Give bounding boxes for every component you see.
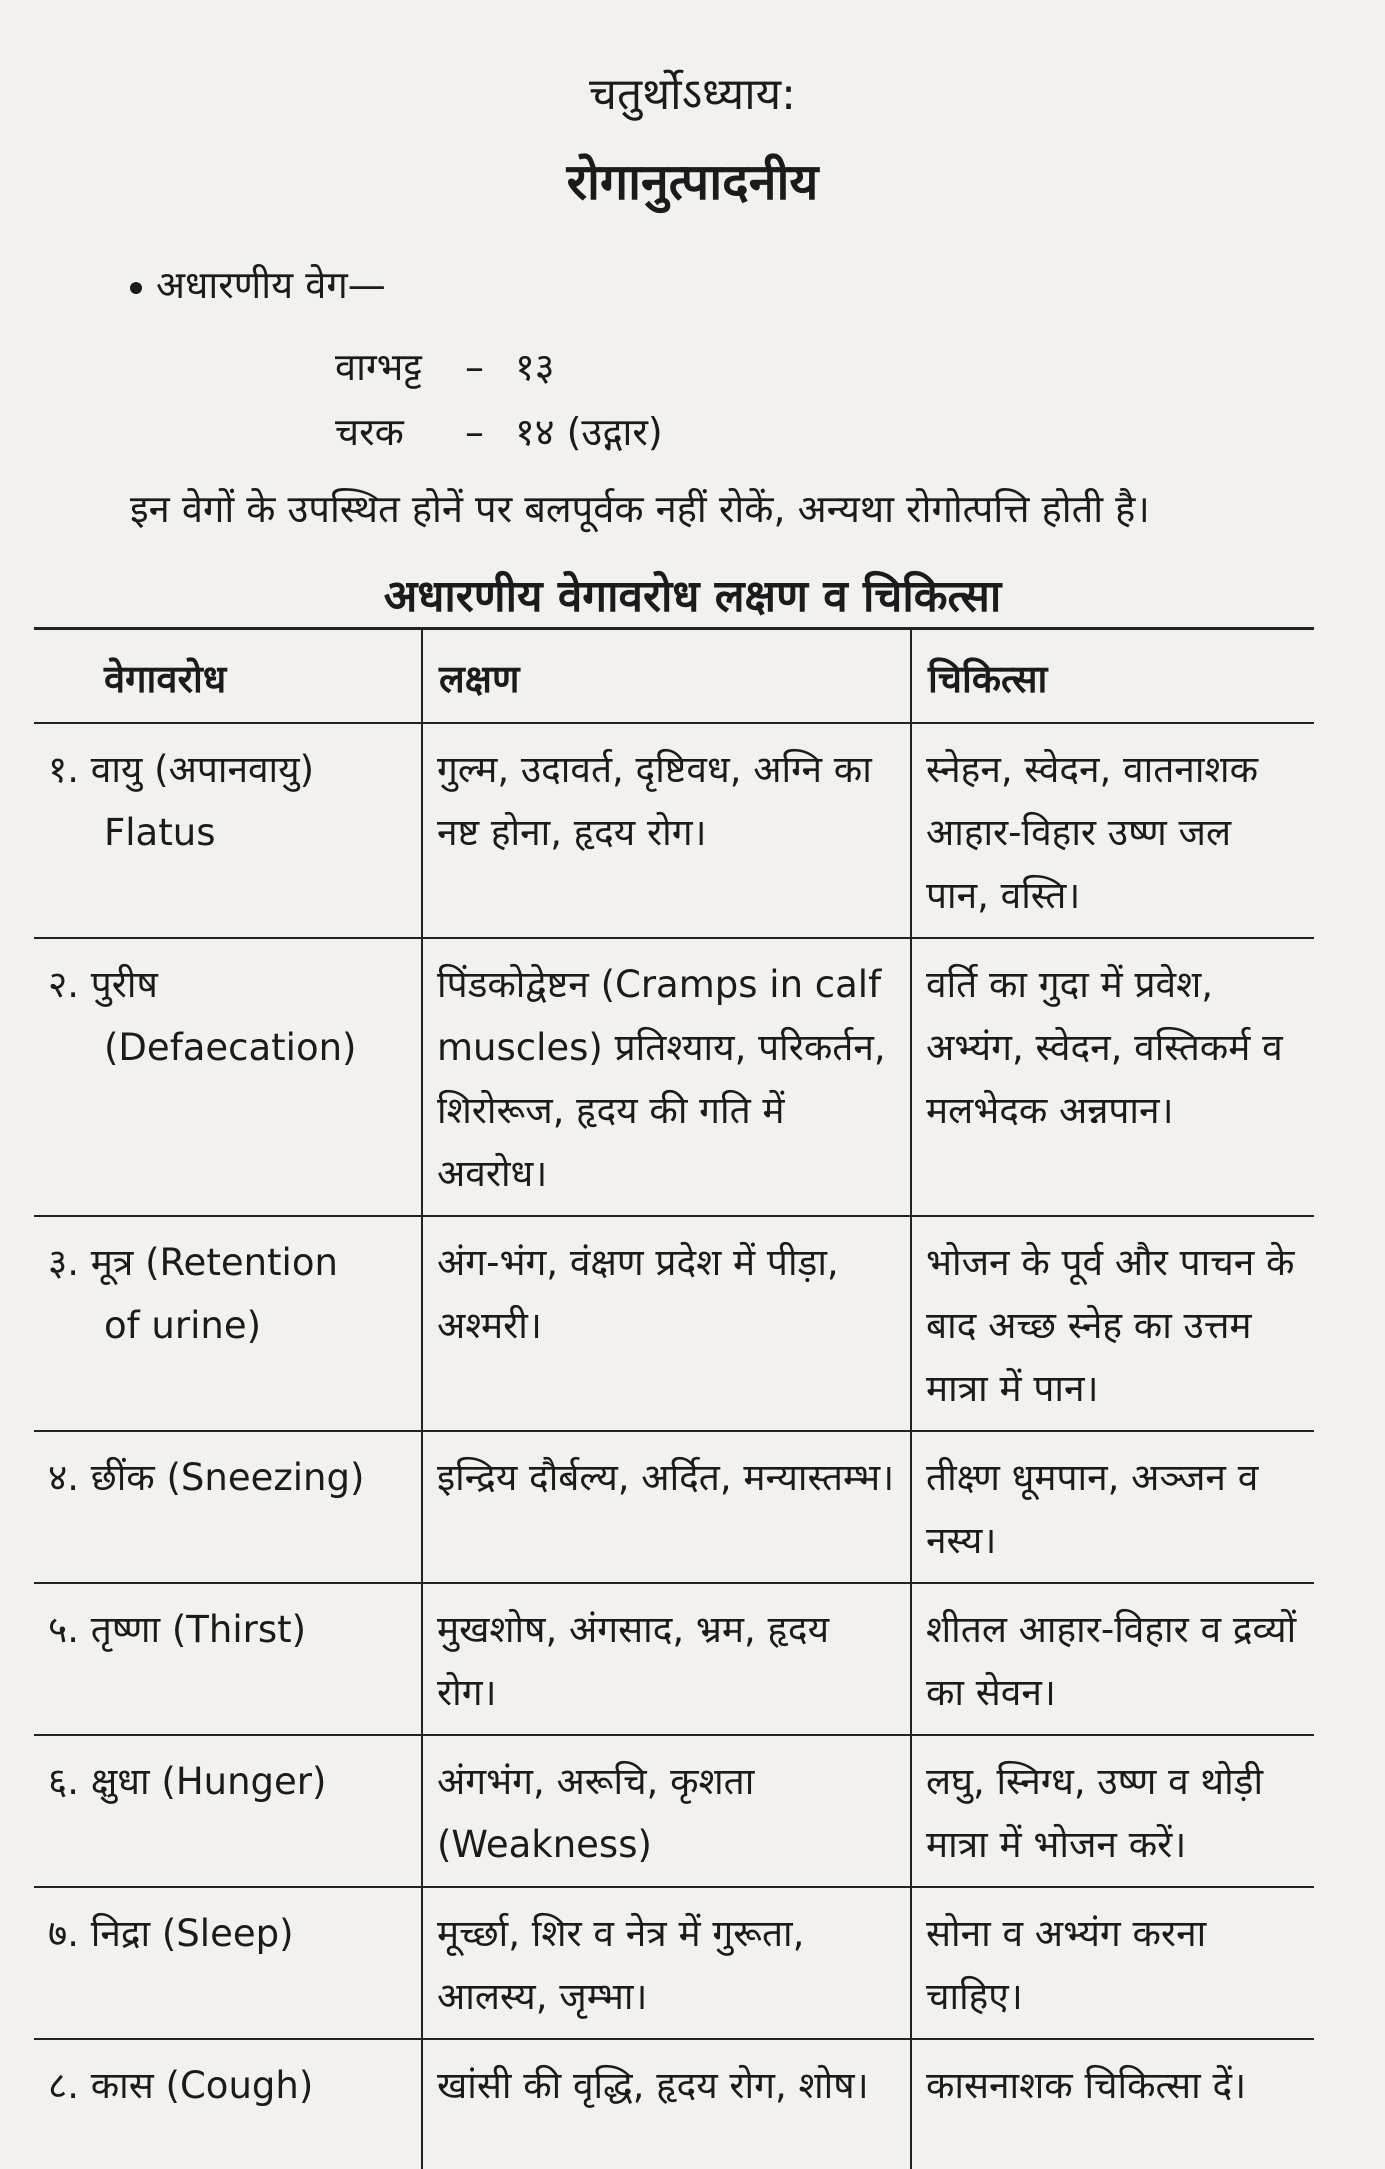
vega-cell (34, 1431, 422, 1583)
vega-name: ६. क्षुधा (Hunger) (48, 1760, 327, 1803)
vega-cell (34, 1887, 422, 2039)
chikitsa-cell: लघु, स्निग्ध, उष्ण व थोड़ी मात्रा में भोजन करें। (911, 1735, 1314, 1887)
table-row (34, 1216, 1314, 1431)
vega-name: ३. मूत्र (Retention (48, 1241, 338, 1284)
chikitsa-cell: सोना व अभ्यंग करना चाहिए। (911, 1887, 1314, 2039)
vega-subtitle: (Defaecation) (104, 1026, 357, 1069)
count-separator: – (465, 410, 484, 454)
chikitsa-cell: शीतल आहार-विहार व द्रव्यों का सेवन। (911, 1583, 1314, 1735)
bullet-icon (130, 282, 142, 294)
vega-name: ७. निद्रा (Sleep) (48, 1912, 294, 1955)
lakshan-cell: इन्द्रिय दौर्बल्य, अर्दित, मन्यास्तम्भ। (422, 1431, 911, 1583)
table-row (34, 723, 1314, 938)
count-separator: – (465, 345, 484, 389)
table-row (34, 1431, 1314, 1583)
vega-table (34, 627, 1314, 2169)
lakshan-cell: पिंडकोद्वेष्टन (Cramps in calf muscles) प्रतिश्याय, परिकर्तन, शिरोरूज, हृदय की गति में अवरोध। (422, 938, 911, 1216)
lakshan-cell: गुल्म, उदावर्त, दृष्टिवध, अग्नि का नष्ट होना, हृदय रोग। (422, 723, 911, 938)
count-author: वाग्भट्ट (335, 345, 422, 389)
lakshan-cell: खांसी की वृद्धि, हृदय रोग, शोष। (422, 2039, 911, 2169)
vega-cell (34, 2039, 422, 2169)
count-value: १३ (515, 345, 555, 389)
table-row (34, 1583, 1314, 1735)
vega-subtitle: of urine) (104, 1304, 262, 1347)
count-row-charak (335, 405, 663, 457)
header-chikitsa: चिकित्सा (911, 629, 1314, 724)
table-row (34, 2039, 1314, 2169)
vega-cell (34, 1735, 422, 1887)
count-value: १४ (उद्गार) (515, 410, 663, 454)
table-row (34, 938, 1314, 1216)
count-author: चरक (335, 410, 404, 454)
chikitsa-cell: स्नेहन, स्वेदन, वातनाशक आहार-विहार उष्ण जल पान, वस्ति। (911, 723, 1314, 938)
vega-subtitle: Flatus (104, 811, 216, 854)
chapter-name: रोगानुत्पादनीय (566, 153, 819, 211)
chikitsa-cell: कासनाशक चिकित्सा दें। (911, 2039, 1314, 2169)
chikitsa-cell: तीक्ष्ण धूमपान, अञ्जन व नस्य। (911, 1431, 1314, 1583)
vega-name: ८. कास (Cough) (48, 2064, 314, 2107)
vega-cell (34, 723, 422, 938)
lakshan-cell: मुखशोष, अंगसाद, भ्रम, हृदय रोग। (422, 1583, 911, 1735)
bullet-heading (130, 258, 386, 310)
lakshan-cell: अंग-भंग, वंक्षण प्रदेश में पीड़ा, अश्मरी। (422, 1216, 911, 1431)
vega-cell (34, 938, 422, 1216)
vega-cell (34, 1216, 422, 1431)
count-row-vagbhatt (335, 340, 555, 392)
vega-name: ४. छींक (Sneezing) (48, 1456, 365, 1499)
chikitsa-cell: वर्ति का गुदा में प्रवेश, अभ्यंग, स्वेदन, वस्तिकर्म व मलभेदक अन्नपान। (911, 938, 1314, 1216)
table-title: अधारणीय वेगावरोध लक्षण व चिकित्सा (383, 571, 1002, 622)
chikitsa-cell: भोजन के पूर्व और पाचन के बाद अच्छ स्नेह का उत्तम मात्रा में पान। (911, 1216, 1314, 1431)
header-vegavarodh: वेगावरोध (34, 629, 422, 724)
vega-name: ५. तृष्णा (Thirst) (48, 1608, 307, 1651)
header-lakshan: लक्षण (422, 629, 911, 724)
table-row (34, 1887, 1314, 2039)
vega-name: १. वायु (अपानवायु) (48, 748, 315, 791)
lakshan-cell: मूर्च्छा, शिर व नेत्र में गुरूता, आलस्य, जृम्भा। (422, 1887, 911, 2039)
lakshan-cell: अंगभंग, अरूचि, कृशता (Weakness) (422, 1735, 911, 1887)
table-header-row (34, 629, 1314, 724)
bullet-heading-text: अधारणीय वेग— (156, 263, 386, 307)
chapter-title: चतुर्थोऽध्याय: (589, 69, 796, 120)
vega-cell (34, 1583, 422, 1735)
intro-note: इन वेगों के उपस्थित होनें पर बलपूर्वक नहीं रोकें, अन्यथा रोगोत्पत्ति होती है। (130, 487, 1150, 531)
table-row (34, 1735, 1314, 1887)
vega-name: २. पुरीष (48, 963, 158, 1006)
